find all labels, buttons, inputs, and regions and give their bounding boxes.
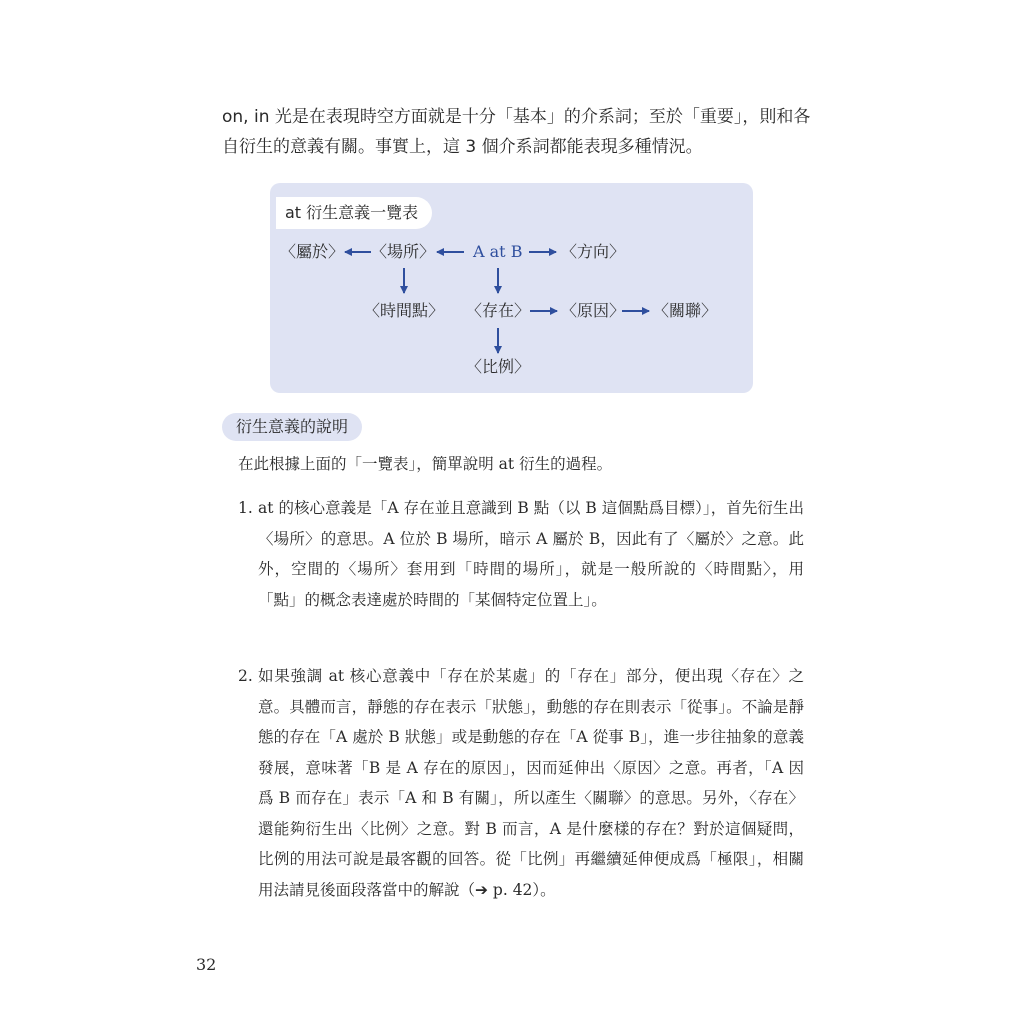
node-cause: 〈原因〉 — [561, 301, 626, 320]
node-ratio: 〈比例〉 — [466, 357, 531, 376]
list-item-text: 如果強調 at 核心意義中「存在於某處」的「存在」部分，便出現〈存在〉之意。具體而言，靜態的存在表示「狀態」，動態的存在則表示「從事」。不論是靜態的存在「A 處於 B 狀態」或是動態的存在「A 從事 B」，進一步往抽象的意義發展，意味著「B 是 A 存在的原因」，因而延伸出〈原因〉之意。再者，「A 因爲 B 而存在」表示「A 和 B 有關」，所以產生〈關聯〉的意思。另外，〈存在〉還能夠衍生出〈比例〉之意。對 B 而言，A 是什麼樣的存在？對於這個疑問，比例的用法可說是最客觀的回答。從「比例」再繼續延伸便成爲「極限」，相關用法請見後面段落當中的解說（➔ p. 42）。 — [258, 667, 804, 899]
list-item-number: 2. — [238, 667, 253, 685]
node-belong: 〈屬於〉 — [280, 242, 345, 261]
list-item — [238, 661, 804, 905]
list-item — [238, 493, 804, 615]
list-item-number: 1. — [238, 499, 253, 517]
node-place: 〈場所〉 — [371, 242, 436, 261]
node-relation: 〈關聯〉 — [653, 301, 718, 320]
section-lead: 在此根據上面的「一覽表」，簡單說明 at 衍生的過程。 — [238, 455, 613, 473]
node-direction: 〈方向〉 — [561, 242, 626, 261]
node-time-point: 〈時間點〉 — [364, 301, 445, 320]
diagram-title: at 衍生意義一覽表 — [276, 197, 432, 229]
intro-paragraph: on, in 光是在表現時空方面就是十分「基本」的介系詞；至於「重要」，則和各自衍生的意義有關。事實上，這 3 個介系詞都能表現多種情況。 — [222, 107, 811, 157]
node-existence: 〈存在〉 — [466, 301, 531, 320]
page-number: 32 — [196, 955, 217, 974]
list-item-text: at 的核心意義是「A 存在並且意識到 B 點（以 B 這個點爲目標）」，首先衍生出〈場所〉的意思。A 位於 B 場所，暗示 A 屬於 B，因此有了〈屬於〉之意。此外，空間的〈場所〉套用到「時間的場所」，就是一般所說的〈時間點〉，用「點」的概念表達處於時間的「某個特定位置上」。 — [258, 499, 804, 609]
node-center: A at B — [473, 242, 523, 261]
section-heading: 衍生意義的說明 — [222, 413, 362, 441]
